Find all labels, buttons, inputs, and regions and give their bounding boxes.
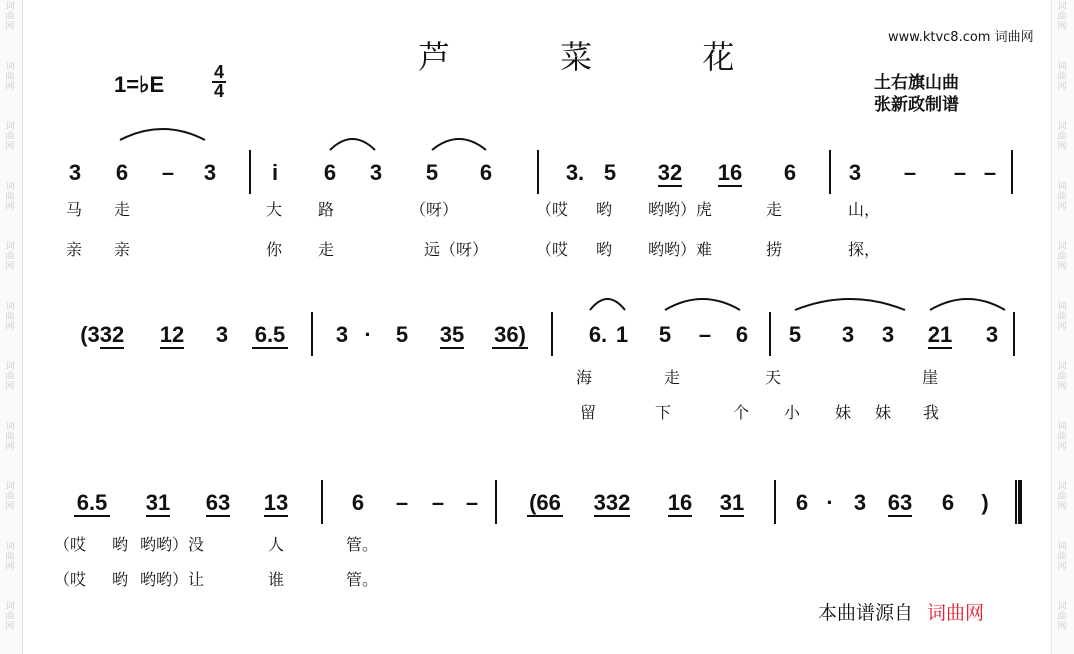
note: 3 (369, 160, 383, 185)
lyric-syllable: 远（呀） (424, 240, 489, 259)
slur (330, 139, 375, 150)
lyric-syllable: 你 (266, 240, 283, 259)
note: 3 (985, 322, 999, 347)
note: 6 (115, 160, 129, 185)
note: 31 (719, 490, 745, 515)
note: – (395, 490, 409, 515)
lyric-syllable: 路 (318, 200, 335, 219)
note: – (983, 160, 997, 185)
lyric-syllable: 捞 (766, 240, 783, 259)
note: 63 (887, 490, 913, 515)
lyric-syllable: 亲 (66, 240, 83, 259)
watermark-text: 词 曲 网 (1057, 362, 1067, 392)
slur (432, 139, 486, 150)
lyric-syllable: 人 (268, 535, 285, 554)
lyric-syllable: 走 (318, 240, 335, 259)
lyric-syllable: 山， (848, 200, 881, 219)
note: 6.5 (76, 490, 108, 515)
note: i (271, 160, 279, 185)
note: ) (981, 490, 989, 515)
credit-origin: 土右旗山曲 (874, 73, 959, 93)
lyric-syllable: 留 (580, 403, 597, 422)
note: · (364, 322, 372, 347)
lyric-syllable: 天 (765, 368, 782, 387)
note: 6. (588, 322, 608, 347)
watermark-text: 词 曲 网 (1057, 422, 1067, 452)
note: 6 (795, 490, 809, 515)
note: 21 (927, 322, 953, 347)
lyric-syllable: 大 (266, 200, 283, 219)
lyric-syllable: 亲 (114, 240, 131, 259)
song-title: 芦 菜 花 (418, 38, 785, 76)
lyric-syllable: （哎 (54, 570, 87, 589)
lyric-syllable: 走 (766, 200, 783, 219)
lyric-syllable: 走 (114, 200, 131, 219)
note: 5 (788, 322, 802, 347)
watermark-text: 词 曲 网 (5, 542, 15, 572)
slur (120, 129, 205, 140)
website-label[interactable]: www.ktvc8.com 词曲网 (888, 30, 1034, 45)
watermark-text: 词 曲 网 (1057, 542, 1067, 572)
watermark-text: 词 曲 网 (1057, 242, 1067, 272)
note: – (903, 160, 917, 185)
note: 32 (99, 322, 125, 347)
note: 36) (494, 322, 526, 347)
source-site-link[interactable]: 词曲网 (927, 602, 985, 624)
lyric-syllable: 妹 (875, 403, 892, 422)
lyric-syllable: 小 (784, 403, 801, 422)
lyric-syllable: 哟 (596, 200, 613, 219)
slur (665, 299, 740, 310)
note: 31 (145, 490, 171, 515)
watermark-text: 词 曲 网 (1057, 482, 1067, 512)
watermark-text: 词 曲 网 (1057, 182, 1067, 212)
slur (590, 299, 625, 310)
key-signature: 1=♭E (114, 72, 165, 97)
note: 6.5 (254, 322, 286, 347)
lyric-syllable: （哎 (536, 200, 569, 219)
slur (795, 299, 905, 310)
note: 5 (395, 322, 409, 347)
note: 3 (68, 160, 82, 185)
note: · (826, 490, 834, 515)
lyric-syllable: 哟 (112, 570, 129, 589)
lyric-syllable: 管。 (346, 535, 379, 554)
note: 16 (667, 490, 693, 515)
time-denominator: 4 (213, 81, 224, 101)
watermark-text: 词 曲 网 (5, 362, 15, 392)
note: 5 (603, 160, 617, 185)
note: 3 (203, 160, 217, 185)
note: 32 (657, 160, 683, 185)
note: (3 (80, 322, 100, 347)
watermark-text: 词 曲 网 (5, 2, 15, 32)
slur (930, 299, 1005, 310)
watermark-text: 词 曲 网 (5, 62, 15, 92)
note: 13 (263, 490, 289, 515)
watermark-text: 词 曲 网 (1057, 602, 1067, 632)
lyric-syllable: （哎 (54, 535, 87, 554)
watermark-text: 词 曲 网 (1057, 302, 1067, 332)
lyric-syllable: 海 (576, 368, 593, 387)
watermark-text: 词 曲 网 (5, 182, 15, 212)
lyric-syllable: 哟 (112, 535, 129, 554)
note: 332 (593, 490, 631, 515)
lyric-syllable: 管。 (346, 570, 379, 589)
lyric-syllable: 个 (733, 403, 750, 422)
note: 63 (205, 490, 231, 515)
note: – (465, 490, 479, 515)
note: 3 (881, 322, 895, 347)
note: 3. (565, 160, 585, 185)
lyric-syllable: 我 (923, 403, 940, 422)
watermark-text: 词 曲 网 (1057, 122, 1067, 152)
watermark-text: 词 曲 网 (5, 482, 15, 512)
watermark-text: 词 曲 网 (1057, 62, 1067, 92)
note: 16 (717, 160, 743, 185)
lyric-syllable: 哟哟）没 (140, 535, 205, 554)
note: 12 (159, 322, 185, 347)
source-prefix: 本曲谱源自 (818, 602, 914, 624)
lyric-syllable: 妹 (835, 403, 852, 422)
lyric-syllable: 哟 (596, 240, 613, 259)
note: – (161, 160, 175, 185)
note: (66 (529, 490, 561, 515)
note: 5 (425, 160, 439, 185)
note: 35 (439, 322, 465, 347)
note: 6 (351, 490, 365, 515)
lyric-syllable: （哎 (536, 240, 569, 259)
lyric-syllable: 走 (664, 368, 681, 387)
note: 3 (215, 322, 229, 347)
note: – (953, 160, 967, 185)
note: – (431, 490, 445, 515)
note: 6 (735, 322, 749, 347)
note: 1 (615, 322, 629, 347)
lyric-syllable: 马 (66, 200, 83, 219)
lyric-syllable: 谁 (268, 570, 285, 589)
watermark-text: 词 曲 网 (5, 122, 15, 152)
credit-arranger: 张新政制谱 (874, 95, 959, 115)
lyric-syllable: 下 (655, 403, 672, 422)
note: 6 (323, 160, 337, 185)
note: – (698, 322, 712, 347)
note: 6 (479, 160, 493, 185)
note: 6 (783, 160, 797, 185)
lyric-syllable: 哟哟）让 (140, 570, 205, 589)
lyric-syllable: 崖 (922, 368, 939, 387)
lyric-syllable: （呀） (410, 200, 459, 219)
note: 5 (658, 322, 672, 347)
note: 3 (841, 322, 855, 347)
note: 3 (848, 160, 862, 185)
lyric-syllable: 哟哟）虎 (648, 200, 713, 219)
note: 3 (853, 490, 867, 515)
watermark-text: 词 曲 网 (1057, 2, 1067, 32)
lyric-syllable: 探， (848, 240, 881, 259)
watermark-text: 词 曲 网 (5, 242, 15, 272)
note: 6 (941, 490, 955, 515)
lyric-syllable: 哟哟）难 (648, 240, 713, 259)
note: 3 (335, 322, 349, 347)
time-numerator: 4 (213, 62, 224, 82)
watermark-text: 词 曲 网 (5, 302, 15, 332)
watermark-text: 词 曲 网 (5, 602, 15, 632)
watermark-text: 词 曲 网 (5, 422, 15, 452)
